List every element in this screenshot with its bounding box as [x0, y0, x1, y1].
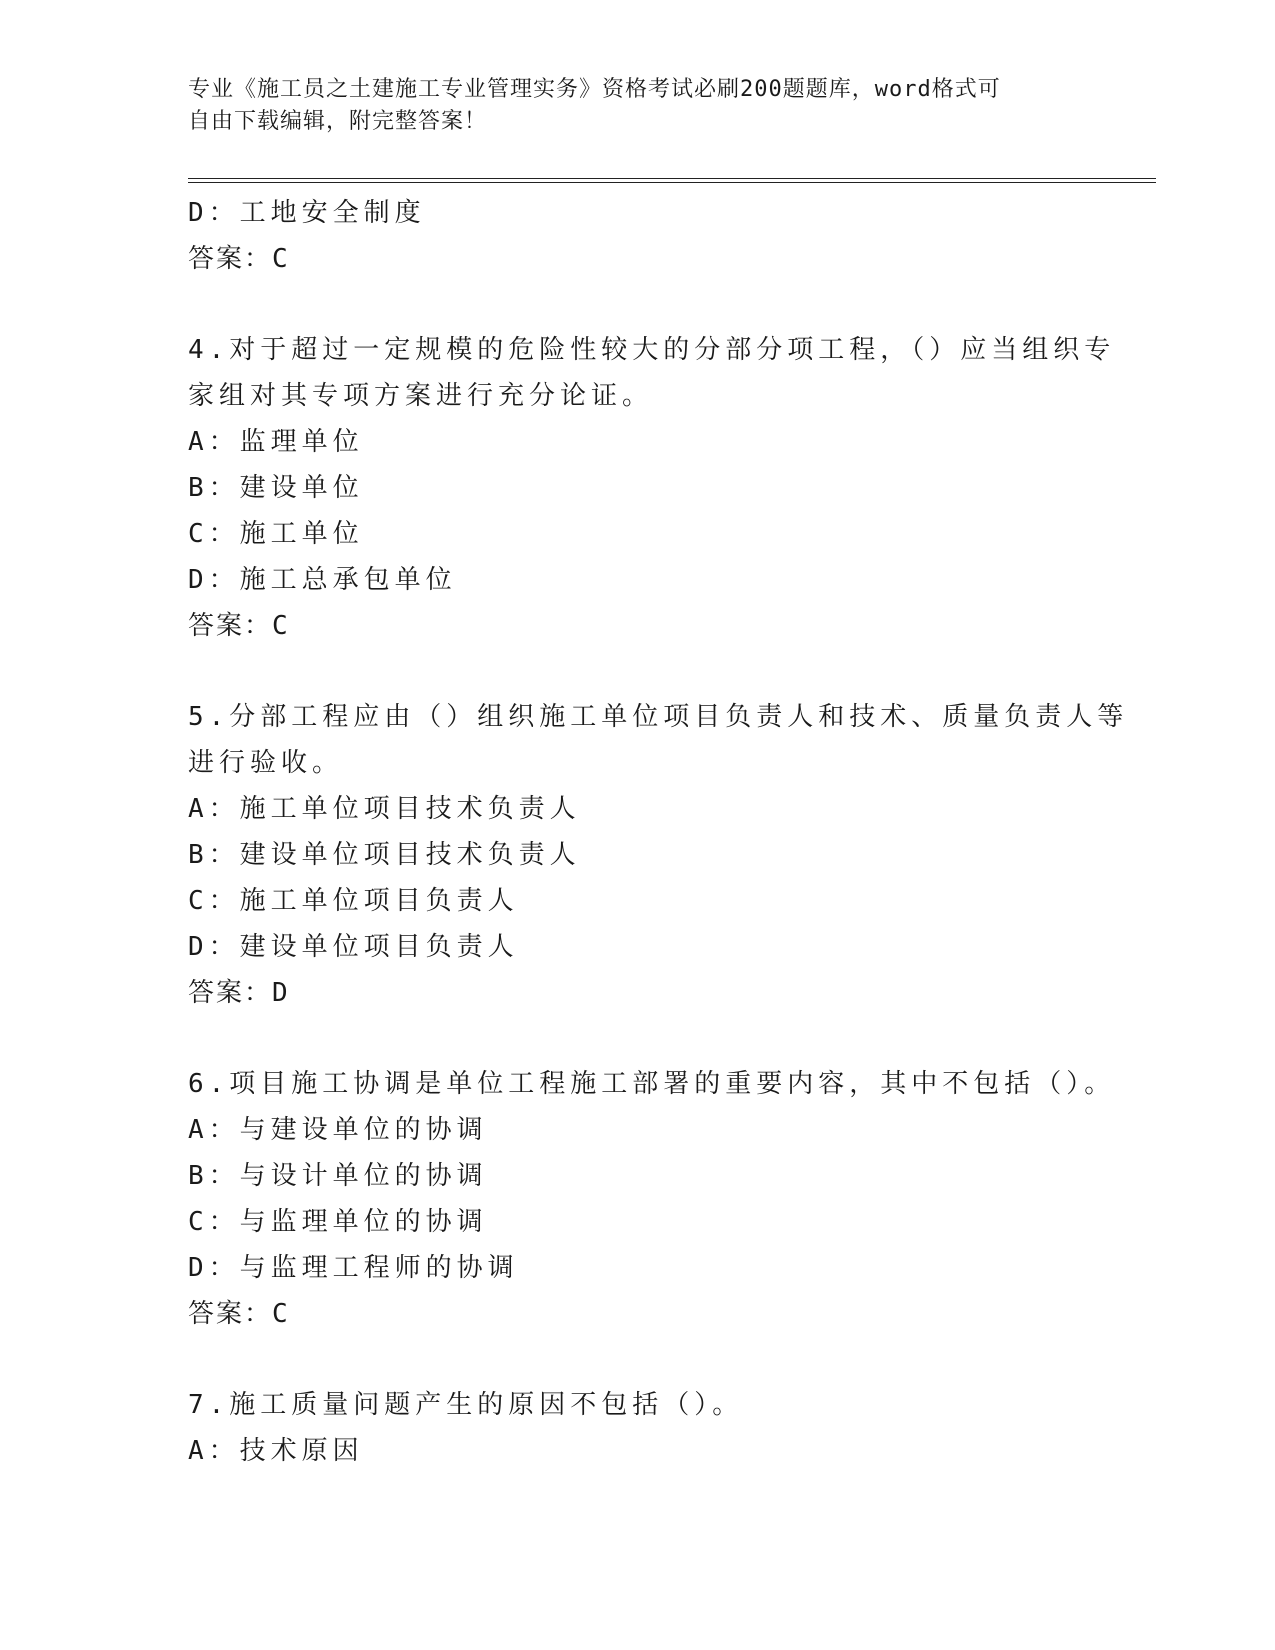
question-4	[188, 327, 1116, 649]
header-divider	[188, 178, 1156, 183]
spacer	[188, 1016, 1068, 1061]
option-c: C：与监理单位的协调	[188, 1207, 488, 1237]
answer-label: 答案：	[188, 244, 273, 274]
option-d: D：与监理工程师的协调	[188, 1253, 519, 1283]
option-d: D：施工总承包单位	[188, 565, 457, 595]
question-stem-cont: 家组对其专项方案进行充分论证。	[188, 381, 654, 411]
option-b: B：与设计单位的协调	[188, 1161, 488, 1191]
option-a: A：技术原因	[188, 1436, 364, 1466]
option-d: D：建设单位项目负责人	[188, 932, 519, 962]
question-stem: 5.分部工程应由（）组织施工单位项目负责人和技术、质量负责人等	[188, 702, 1129, 732]
answer	[188, 970, 1068, 1016]
question-stem: 4.对于超过一定规模的危险性较大的分部分项工程，（）应当组织专	[188, 335, 1116, 365]
option-c: C：施工单位项目负责人	[188, 886, 519, 916]
answer-value: D	[272, 978, 290, 1008]
question-stem: 7.施工质量问题产生的原因不包括（）。	[188, 1390, 744, 1420]
question-7	[188, 1382, 1068, 1474]
page-header	[188, 74, 1068, 138]
answer	[188, 1291, 1068, 1337]
option-c: C：施工单位	[188, 519, 364, 549]
question-stem: 6.项目施工协调是单位工程施工部署的重要内容，其中不包括（）。	[188, 1069, 1116, 1099]
header-line-1: 专业《施工员之土建施工专业管理实务》资格考试必刷200题题库，word格式可	[188, 77, 1001, 102]
q3-answer	[188, 236, 1068, 282]
question-content	[188, 190, 1129, 1474]
spacer	[188, 282, 1068, 327]
spacer	[188, 649, 1068, 694]
option-b: B：建设单位	[188, 473, 364, 503]
option-a: A：监理单位	[188, 427, 364, 457]
option-a: A：施工单位项目技术负责人	[188, 794, 581, 824]
spacer	[188, 1337, 1068, 1382]
answer-value: C	[272, 611, 290, 641]
answer	[188, 603, 1068, 649]
q3-option-d: D：工地安全制度	[188, 198, 426, 228]
option-a: A：与建设单位的协调	[188, 1115, 488, 1145]
answer-label: 答案：	[188, 1299, 273, 1329]
question-5	[188, 694, 1129, 1016]
answer-value: C	[272, 1299, 290, 1329]
question-stem-cont: 进行验收。	[188, 748, 344, 778]
option-b: B：建设单位项目技术负责人	[188, 840, 581, 870]
answer-label: 答案：	[188, 611, 273, 641]
header-line-2: 自由下载编辑，附完整答案！	[188, 109, 488, 134]
answer-value: C	[272, 244, 290, 274]
answer-label: 答案：	[188, 978, 273, 1008]
question-6	[188, 1061, 1116, 1337]
